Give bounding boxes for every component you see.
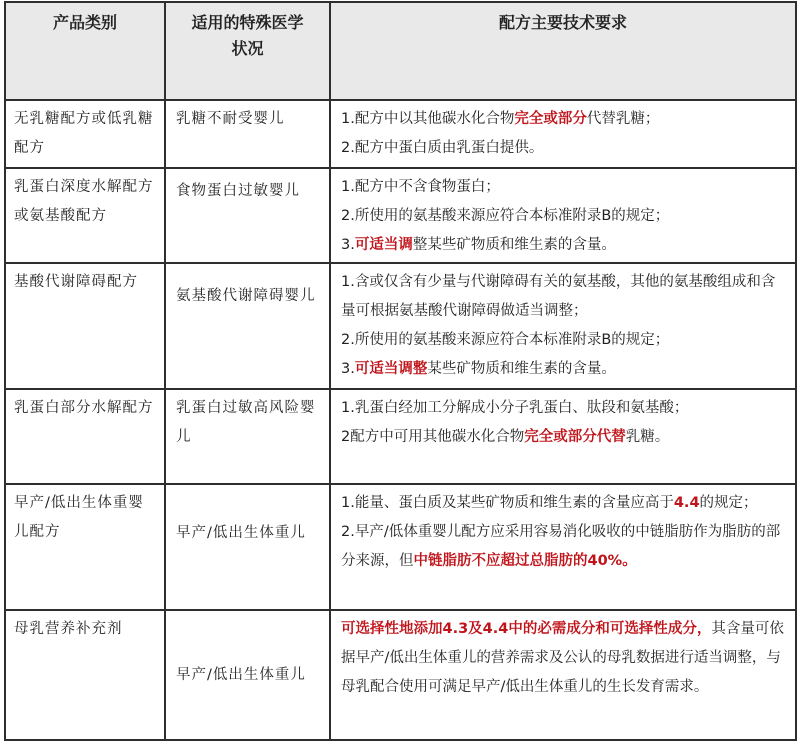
table-row [5, 484, 796, 610]
requirement-item: 1.含或仅含有少量与代谢障碍有关的氨基酸，其他的氨基酸组成和含量可根据氨基酸代谢障碍做适当调整； [341, 274, 776, 319]
condition-cell: 乳糖不耐受婴儿 [165, 100, 330, 168]
table-row [5, 610, 796, 740]
category-cell: 母乳营养补充剂 [5, 610, 165, 740]
requirement-item: 可选择性地添加4.3及4.4中的必需成分和可选择性成分，其含量可依据早产/低出生体重儿的营养需求及公认的母乳数据进行适当调整，与母乳配合使用可满足早产/低出生体重儿的生长发育需求。 [341, 621, 784, 695]
highlight-text: 完全或部分代替 [524, 429, 626, 445]
requirements-cell [330, 168, 796, 263]
requirement-item: 2配方中可用其他碳水化合物完全或部分代替乳糖。 [341, 429, 670, 445]
requirement-item: 2.配方中蛋白质由乳蛋白提供。 [341, 140, 544, 156]
requirement-item: 1.能量、蛋白质及某些矿物质和维生素的含量应高于4.4的规定； [341, 495, 758, 511]
requirement-item: 3.可适当调整某些矿物质和维生素的含量。 [341, 361, 616, 377]
header-row [5, 2, 796, 100]
condition-cell: 乳蛋白过敏高风险婴儿 [165, 389, 330, 484]
category-cell: 乳蛋白部分水解配方 [5, 389, 165, 484]
highlight-text: 中链脂肪不应超过总脂肪的40%。 [413, 553, 637, 569]
requirement-item: 1.配方中不含食物蛋白； [341, 179, 500, 195]
requirement-item: 3.可适当调整某些矿物质和维生素的含量。 [341, 237, 616, 253]
table-row [5, 100, 796, 168]
highlight-text: 完全或部分 [514, 111, 587, 127]
requirements-cell [330, 610, 796, 740]
requirement-item: 2.早产/低体重婴儿配方应采用容易消化吸收的中链脂肪作为脂肪的部分来源，但中链脂肪不应超过总脂肪的40%。 [341, 524, 781, 569]
condition-cell: 氨基酸代谢障碍婴儿 [165, 263, 330, 389]
requirements-cell [330, 389, 796, 484]
requirement-item: 1.乳蛋白经加工分解成小分子乳蛋白、肽段和氨基酸； [341, 400, 689, 416]
highlight-text: 可适当调整 [354, 361, 428, 377]
requirement-item: 2.所使用的氨基酸来源应符合本标准附录B的规定； [341, 208, 670, 224]
category-cell: 乳蛋白深度水解配方或氨基酸配方 [5, 168, 165, 263]
table-row [5, 389, 796, 484]
header-category: 产品类别 [5, 2, 165, 100]
table-row [5, 168, 796, 263]
category-cell: 早产/低出生体重婴儿配方 [5, 484, 165, 610]
formula-requirements-table [4, 1, 797, 741]
condition-cell: 早产/低出生体重儿 [165, 484, 330, 610]
header-requirements: 配方主要技术要求 [330, 2, 796, 100]
category-cell: 基酸代谢障碍配方 [5, 263, 165, 389]
highlight-text: 4.4 [673, 495, 700, 511]
highlight-text: 可适当调 [354, 237, 413, 253]
highlight-text: 可选择性地添加4.3及4.4中的必需成分和可选择性成分， [341, 621, 712, 637]
category-cell: 无乳糖配方或低乳糖配方 [5, 100, 165, 168]
condition-cell: 早产/低出生体重儿 [165, 610, 330, 740]
condition-cell: 食物蛋白过敏婴儿 [165, 168, 330, 263]
table-row [5, 263, 796, 389]
requirements-cell [330, 263, 796, 389]
header-condition: 适用的特殊医学 状况 [165, 2, 330, 100]
requirements-cell [330, 100, 796, 168]
requirements-cell [330, 484, 796, 610]
requirement-item: 2.所使用的氨基酸来源应符合本标准附录B的规定； [341, 332, 670, 348]
requirement-item: 1.配方中以其他碳水化合物完全或部分代替乳糖； [341, 111, 660, 127]
